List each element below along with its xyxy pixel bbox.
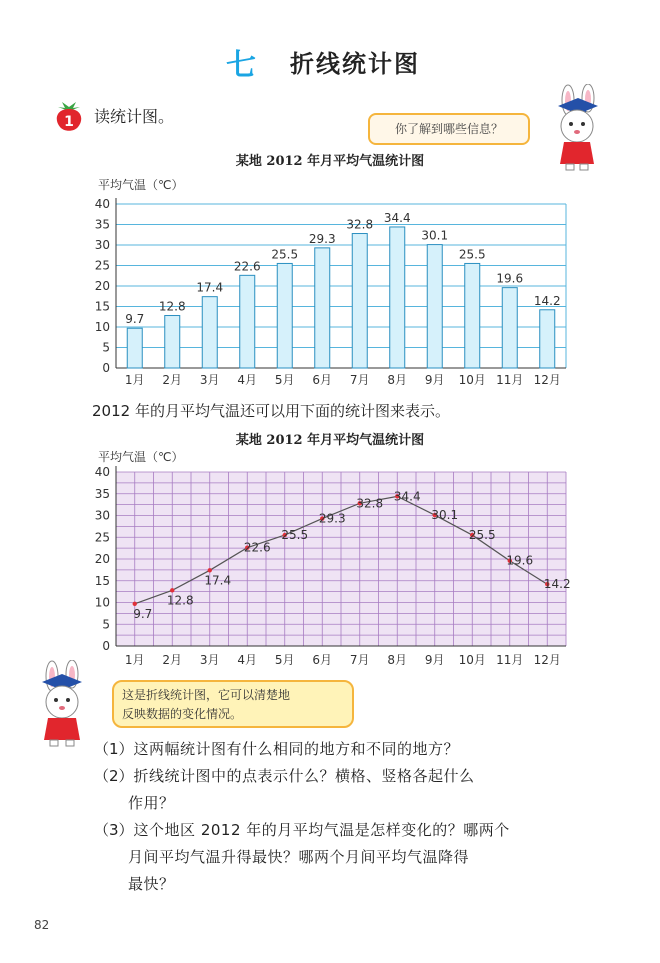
x-tick-label: 12月 — [533, 653, 561, 667]
question-3 — [94, 817, 614, 898]
rabbit-mascot-bottom-icon — [30, 660, 96, 752]
bar-value-label: 9.7 — [125, 312, 145, 327]
section-badge: 1 — [64, 114, 74, 130]
x-tick-label: 9月 — [424, 653, 445, 667]
question-3-number: （3） — [94, 821, 134, 839]
point-value-label: 25.5 — [281, 528, 309, 543]
x-tick-label: 1月 — [124, 373, 145, 387]
bar — [165, 316, 180, 368]
x-tick-label: 7月 — [349, 373, 370, 387]
y-tick-label: 35 — [94, 217, 110, 232]
bar-chart-title: 某地 2012 年月平均气温统计图 — [235, 154, 425, 169]
section-instruction: 读统计图。 — [94, 107, 175, 126]
x-tick-label: 12月 — [533, 373, 561, 387]
transition-sentence: 2012 年的月平均气温还可以用下面的统计图来表示。 — [92, 402, 450, 420]
bar — [277, 263, 292, 368]
bar-chart-ylabel: 平均气温（℃） — [98, 178, 184, 192]
y-tick-label: 20 — [94, 279, 110, 293]
bar-value-label: 32.8 — [346, 217, 374, 232]
y-tick-label: 5 — [102, 617, 110, 632]
y-tick-label: 0 — [102, 361, 110, 375]
y-tick-label: 30 — [94, 508, 110, 523]
bar — [127, 328, 142, 368]
point-value-label: 12.8 — [166, 593, 194, 608]
bar-chart — [0, 190, 660, 400]
point-value-label: 17.4 — [204, 573, 232, 588]
x-tick-label: 6月 — [312, 373, 333, 387]
x-tick-label: 3月 — [199, 653, 220, 667]
speech-bubble-bottom — [112, 680, 354, 728]
x-tick-label: 3月 — [199, 373, 220, 387]
point-value-label: 29.3 — [318, 511, 346, 526]
point-value-label: 14.2 — [543, 577, 571, 592]
y-tick-label: 40 — [94, 197, 110, 211]
bar — [502, 288, 517, 368]
question-2-number: （2） — [94, 767, 134, 785]
chapter-title: 折线统计图 — [290, 50, 420, 78]
x-tick-label: 6月 — [312, 653, 333, 667]
y-tick-label: 30 — [94, 238, 110, 252]
speech-bottom-line2: 反映数据的变化情况。 — [122, 707, 243, 721]
y-tick-label: 35 — [94, 486, 110, 501]
line-chart — [0, 460, 660, 672]
y-tick-label: 25 — [94, 258, 110, 273]
chapter-number: 七 — [226, 48, 256, 83]
question-1-number: （1） — [94, 740, 134, 758]
x-tick-label: 4月 — [237, 653, 258, 667]
y-tick-label: 5 — [102, 340, 110, 355]
bar-value-label: 25.5 — [271, 247, 299, 262]
x-tick-label: 7月 — [349, 653, 370, 667]
y-tick-label: 10 — [94, 320, 110, 334]
x-tick-label: 10月 — [458, 373, 486, 387]
data-point — [208, 568, 212, 572]
x-tick-label: 10月 — [458, 653, 486, 667]
question-1-text: 这两幅统计图有什么相同的地方和不同的地方？ — [133, 740, 460, 758]
bar-value-label: 14.2 — [533, 293, 561, 308]
bar — [427, 245, 442, 368]
speech-bubble-top: 你了解到哪些信息？ — [368, 113, 530, 145]
line-chart-title: 某地 2012 年月平均气温统计图 — [235, 433, 425, 448]
y-tick-label: 25 — [94, 530, 110, 545]
data-point — [133, 602, 137, 606]
data-point — [170, 588, 174, 592]
point-value-label: 34.4 — [393, 489, 421, 504]
x-tick-label: 11月 — [496, 373, 524, 387]
bar-value-label: 25.5 — [458, 247, 486, 262]
point-value-label: 19.6 — [506, 553, 534, 568]
x-tick-label: 8月 — [387, 653, 408, 667]
strawberry-icon — [52, 98, 86, 138]
x-tick-label: 9月 — [424, 373, 445, 387]
question-3-text-cont: 月间平均气温升得最快？哪两个月间平均气温降得 — [128, 848, 470, 866]
bar — [540, 310, 555, 368]
question-2 — [94, 763, 614, 817]
bar-value-label: 19.6 — [496, 271, 524, 286]
question-3-text-cont2: 最快？ — [128, 875, 175, 893]
bar-value-label: 30.1 — [421, 228, 449, 243]
bar — [315, 248, 330, 368]
page-number: 82 — [34, 918, 50, 932]
question-3-text: 这个地区 2012 年的月平均气温是怎样变化的？哪两个 — [133, 821, 510, 839]
x-tick-label: 2月 — [162, 653, 183, 667]
question-1 — [94, 736, 614, 763]
bar — [352, 234, 367, 368]
point-value-label: 25.5 — [468, 528, 496, 543]
bar-value-label: 12.8 — [158, 299, 186, 314]
bar-value-label: 29.3 — [308, 231, 336, 246]
bar — [390, 227, 405, 368]
bar — [202, 297, 217, 368]
bar — [465, 263, 480, 368]
x-tick-label: 1月 — [124, 653, 145, 667]
y-tick-label: 20 — [94, 552, 110, 566]
line-chart-ylabel: 平均气温（℃） — [98, 450, 184, 464]
speech-bottom-line1: 这是折线统计图，它可以清楚地 — [122, 688, 291, 702]
x-tick-label: 4月 — [237, 373, 258, 387]
point-value-label: 32.8 — [356, 496, 384, 511]
bar-value-label: 22.6 — [233, 259, 261, 274]
bar-value-label: 34.4 — [383, 210, 411, 225]
y-tick-label: 40 — [94, 465, 110, 479]
y-tick-label: 10 — [94, 595, 110, 610]
x-tick-label: 8月 — [387, 373, 408, 387]
x-tick-label: 2月 — [162, 373, 183, 387]
bar — [240, 275, 255, 368]
point-value-label: 30.1 — [431, 508, 459, 523]
y-tick-label: 15 — [94, 573, 110, 588]
bar-value-label: 17.4 — [196, 280, 224, 295]
question-2-text: 折线统计图中的点表示什么？横格、竖格各起什么 — [133, 767, 475, 785]
x-tick-label: 11月 — [496, 653, 524, 667]
y-tick-label: 15 — [94, 299, 110, 314]
point-value-label: 22.6 — [243, 540, 271, 555]
y-tick-label: 0 — [102, 639, 110, 653]
question-2-text-cont: 作用？ — [128, 794, 175, 812]
x-tick-label: 5月 — [274, 653, 295, 667]
point-value-label: 9.7 — [133, 606, 153, 621]
x-tick-label: 5月 — [274, 373, 295, 387]
